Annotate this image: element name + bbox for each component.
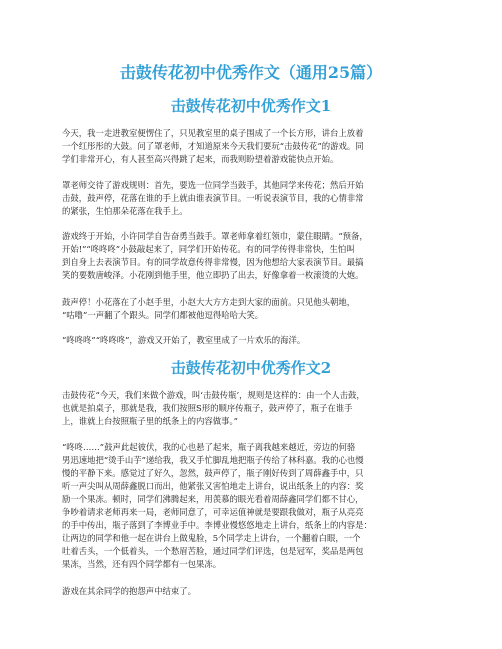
- text-line: 上，谁就上台按照瓶子里的纸条上的内容做事。”: [62, 416, 238, 426]
- text-line: 听一声尖叫从周薛鑫脱口而出，他紧张又害怕地走上讲台，说出纸条上的内容：奖: [62, 481, 364, 491]
- text-line: 今天，我一走进教室便愣住了，只见教室里的桌子围成了一个长方形，讲台上放着: [62, 128, 364, 138]
- text-line: 笑的要数唐峻泽。小花刚到他手里，他立即扔了出去，好像拿着一枚滚烫的大炮。: [62, 270, 364, 280]
- paragraph: [62, 127, 442, 166]
- text-line: “咚咚……”鼓声此起彼伏，我的心也悬了起来，瓶子离我越来越近，旁边的何骆: [62, 442, 356, 452]
- paragraph: [62, 389, 442, 428]
- paragraph: [62, 179, 442, 218]
- text-line: 开始!”“咚咚咚”小鼓敲起来了，同学们开始传花。有的同学传得非常快，生怕叫: [62, 244, 355, 254]
- paragraph: [62, 585, 442, 598]
- text-line: 的紧张，生怕那朵花落在我手上。: [62, 206, 188, 216]
- text-line: 果冻，当然，还有四个同学都有一包果冻。: [62, 559, 222, 569]
- text-line: 罩老师交待了游戏规则：首先，要选一位同学当鼓手，其他同学来传花；然后开始: [62, 180, 364, 190]
- text-line: 吐着舌头，一个低着头，一个愁眉苦脸，通过同学们评选，包是冠军，奖品是两包: [62, 546, 364, 556]
- text-line: 励一个果冻。顿时，同学们沸腾起来，用羡慕的眼光看着周薛鑫同学们都不甘心，: [62, 494, 364, 504]
- section-heading-2: 击鼓传花初中优秀作文2: [170, 359, 332, 377]
- text-line: 争吵着请求老师再来一局，老师同意了，可幸运值神就是要跟我做对，瓶子从亮亮: [62, 507, 364, 517]
- text-line: 男迅速地把“烫手山芋”递给我，我又手忙脚乱地把瓶子传给了林科嘉。我的心也慢: [62, 455, 364, 465]
- text-line: 一个红彤彤的大鼓。问了罩老师，才知道原来今天我们要玩“击鼓传花”的游戏。同: [62, 141, 364, 151]
- section-heading-1: 击鼓传花初中优秀作文1: [170, 97, 332, 115]
- text-line: 的手中传出，瓶子落到了李博业手中。李博业慢悠悠地走上讲台，纸条上的内容是：: [62, 520, 372, 530]
- paragraph: [62, 334, 442, 347]
- text-line: 游戏终于开始，小许同学自告奋勇当鼓手。罩老师拿着红领巾，蒙住眼睛。“预备，: [62, 231, 368, 241]
- text-line: 到自身上去表演节目。有的同学故意传得非常慢，因为他想给大家表演节目。最搞: [62, 257, 364, 267]
- text-line: 让两边的同学和他一起在讲台上做鬼脸，5个同学走上讲台，一个翻着白眼，一个: [62, 533, 361, 543]
- paragraph: [62, 230, 442, 282]
- text-line: 学们非常开心，有人甚至高兴得跳了起来，而我则盼望着游戏能快点开始。: [62, 154, 339, 164]
- text-line: 击鼓，鼓声停，花落在谁的手上就由谁表演节目。一听说表演节目，我的心情非常: [62, 193, 364, 203]
- text-line: 游戏在其余同学的抱怨声中结束了。: [62, 586, 196, 596]
- text-line: 慢的平静下来。感觉过了好久，忽然，鼓声停了，瓶子刚好传到了周薛鑫手中，只: [62, 468, 364, 478]
- paragraph: [62, 441, 442, 571]
- text-line: 击鼓传花“今天，我们来做个游戏，叫‘击鼓传瓶’，规则是这样的：由一个人击鼓，: [62, 390, 365, 400]
- text-line: 鼓声停！小花落在了小赵手里，小赵大大方方走到大家的面前。只见他头朝地，: [62, 297, 356, 307]
- text-line: 也就是拍桌子，那就是我，我们按照S形的顺序传瓶子，鼓声停了，瓶子在谁手: [62, 403, 353, 413]
- document-title: 击鼓传花初中优秀作文（通用25篇）: [119, 63, 383, 82]
- text-line: “咚咚咚”“咚咚咚”，游戏又开始了，教室里成了一片欢乐的海洋。: [62, 335, 306, 345]
- text-line: “咕噜”一声翻了个跟头。同学们都被他逗得哈哈大笑。: [62, 310, 264, 320]
- paragraph: [62, 296, 442, 322]
